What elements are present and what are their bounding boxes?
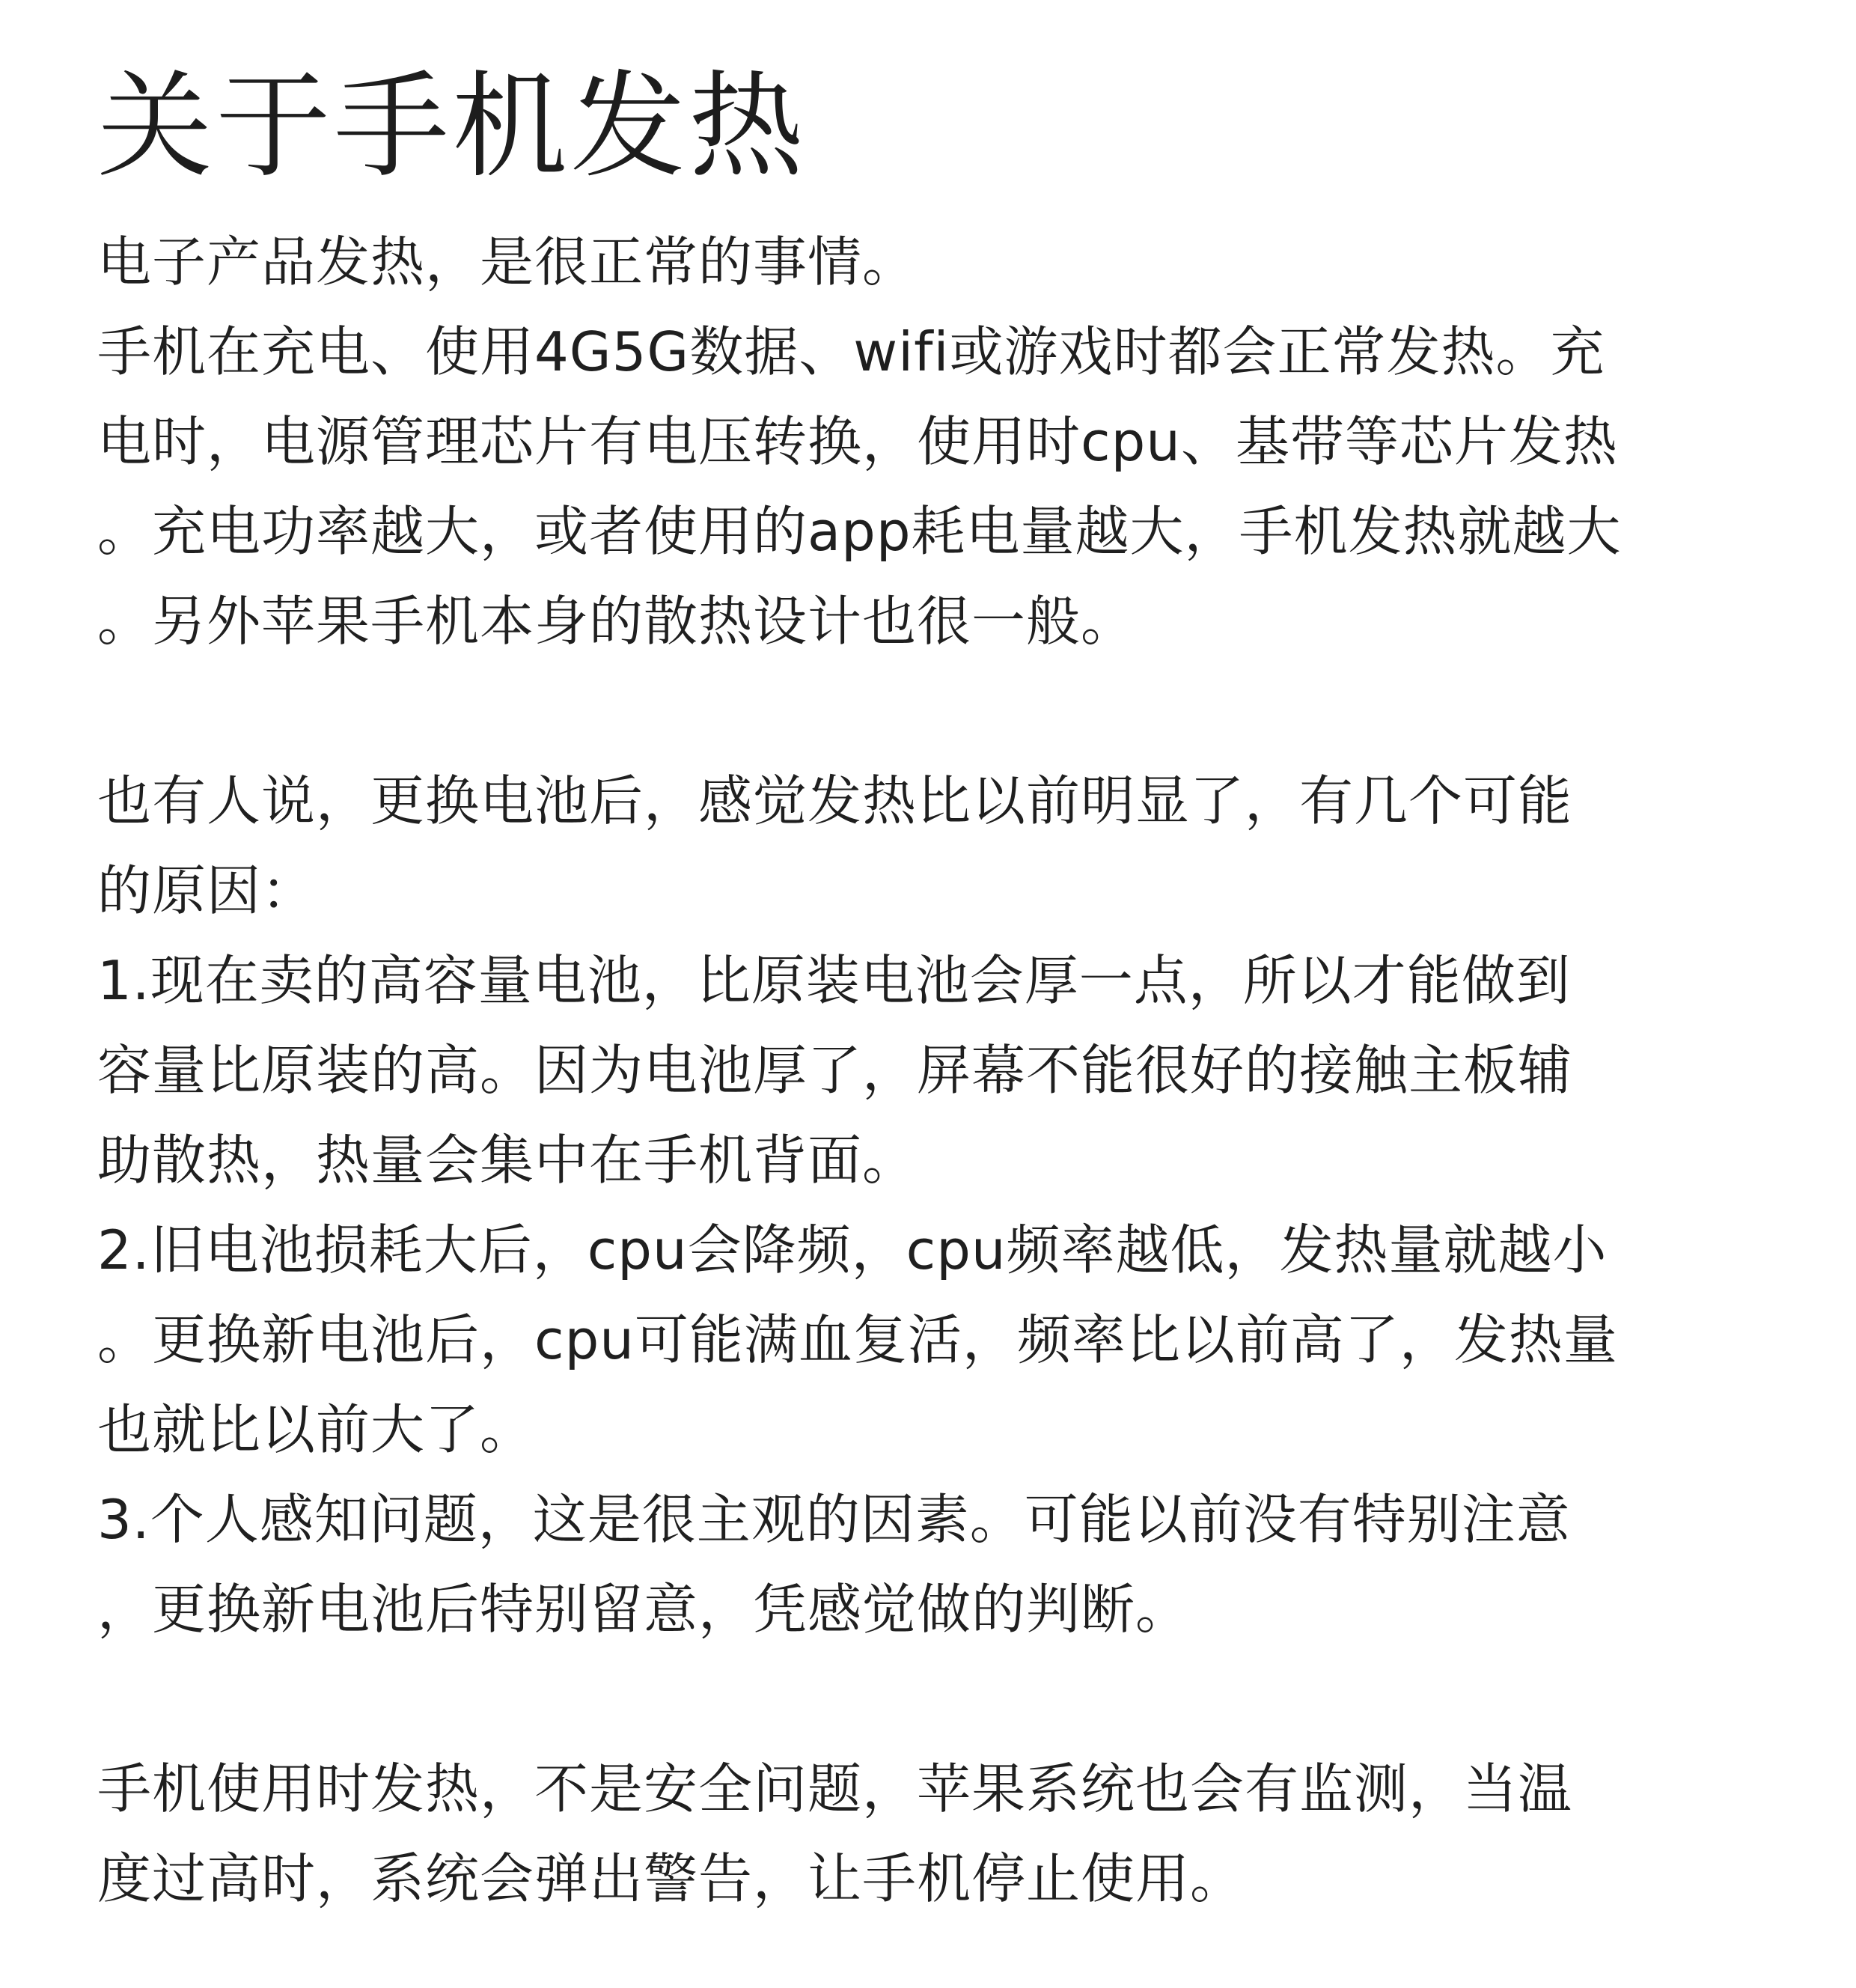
list-item-2-line: 。更换新电池后，cpu可能满血复活，频率比以前高了，发热量: [97, 1308, 1618, 1371]
list-item-3-line: 3.个人感知问题，这是很主观的因素。可能以前没有特别注意: [97, 1488, 1571, 1551]
text-line: 。充电功率越大，或者使用的app耗电量越大，手机发热就越大: [97, 500, 1622, 563]
list-item-1-line: 容量比原装的高。因为电池厚了，屏幕不能很好的接触主板辅: [97, 1039, 1573, 1102]
text-line: 也有人说，更换电池后，感觉发热比以前明显了，有几个可能: [97, 769, 1573, 832]
paragraph-gap: [97, 1654, 1774, 1744]
article-title: 关于手机发热: [97, 60, 808, 194]
text-line: 手机在充电、使用4G5G数据、wifi或游戏时都会正常发热。充: [97, 320, 1605, 383]
text-line: 。另外苹果手机本身的散热设计也很一般。: [97, 590, 1136, 653]
list-item-3-line: ，更换新电池后特别留意，凭感觉做的判断。: [97, 1578, 1191, 1641]
article-body: [97, 217, 1774, 1924]
list-item-1-line: 助散热，热量会集中在手机背面。: [97, 1129, 918, 1192]
text-line: 的原因：: [97, 859, 317, 922]
text-line: 电时，电源管理芯片有电压转换，使用时cpu、基带等芯片发热: [97, 410, 1618, 473]
list-item-2-line: 也就比以前大了。: [97, 1398, 535, 1461]
article: [97, 60, 1774, 1924]
list-item-1-line: 1.现在卖的高容量电池，比原装电池会厚一点，所以才能做到: [97, 949, 1571, 1012]
text-line: 度过高时，系统会弹出警告，让手机停止使用。: [97, 1847, 1245, 1910]
paragraph-gap: [97, 666, 1774, 756]
list-item-2-line: 2.旧电池损耗大后，cpu会降频，cpu频率越低，发热量就越小: [97, 1219, 1608, 1281]
text-line: 手机使用时发热，不是安全问题，苹果系统也会有监测，当温: [97, 1757, 1573, 1820]
text-line: 电子产品发热，是很正常的事情。: [97, 231, 918, 293]
